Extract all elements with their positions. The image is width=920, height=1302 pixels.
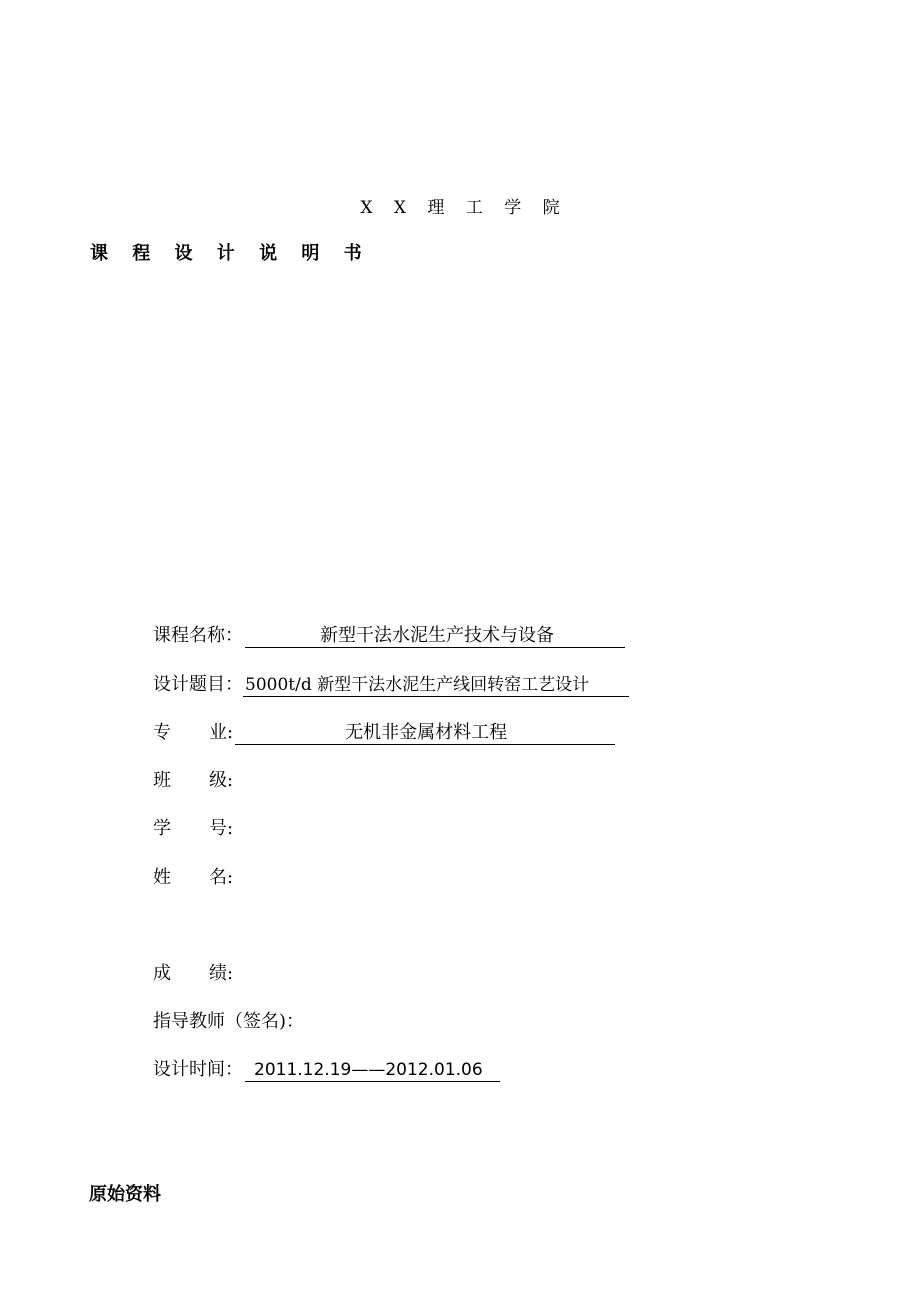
major-label-b: 业: (209, 722, 234, 743)
grade-label-a: 成 (153, 963, 171, 984)
field-design-time (153, 1057, 500, 1083)
field-name (153, 865, 233, 891)
grade-label (153, 961, 233, 987)
major-label (153, 720, 233, 746)
major-value: 无机非金属材料工程 (345, 722, 508, 743)
grade-label-b: 绩: (209, 963, 234, 984)
advisor-label: 指导教师（签名)： (153, 1011, 305, 1032)
class-label (153, 768, 233, 794)
field-student-id (153, 816, 233, 842)
design-time-label: 设计时间： (153, 1059, 243, 1080)
course-name-value: 新型干法水泥生产技术与设备 (320, 625, 554, 646)
name-label-a: 姓 (153, 867, 171, 888)
field-major (153, 720, 615, 746)
design-topic-value: 5000t/d 新型干法水泥生产线回转窑工艺设计 (245, 675, 590, 695)
class-label-a: 班 (153, 770, 171, 791)
name-label-b: 名: (209, 867, 234, 888)
field-grade (153, 961, 233, 987)
design-topic-label: 设计题目： (153, 674, 243, 695)
student-id-label-b: 号: (209, 818, 234, 839)
class-label-b: 级: (209, 770, 234, 791)
field-course-name (153, 623, 625, 649)
section-heading-original-data: 原始资料 (89, 1184, 161, 1205)
student-id-label (153, 816, 233, 842)
design-time-value: 2011.12.19——2012.01.06 (254, 1060, 483, 1080)
field-class (153, 768, 233, 794)
design-topic-underline (243, 672, 629, 697)
field-design-topic (153, 672, 629, 698)
design-time-underline (245, 1057, 500, 1082)
name-label (153, 865, 233, 891)
course-name-label: 课程名称： (153, 625, 243, 646)
institution-name: X X 理 工 学 院 (360, 198, 568, 218)
major-underline (235, 720, 615, 745)
major-label-a: 专 (153, 722, 171, 743)
course-name-underline (245, 623, 625, 648)
student-id-label-a: 学 (153, 818, 171, 839)
field-advisor (153, 1009, 304, 1035)
document-title: 课 程 设 计 说 明 书 (90, 243, 371, 264)
